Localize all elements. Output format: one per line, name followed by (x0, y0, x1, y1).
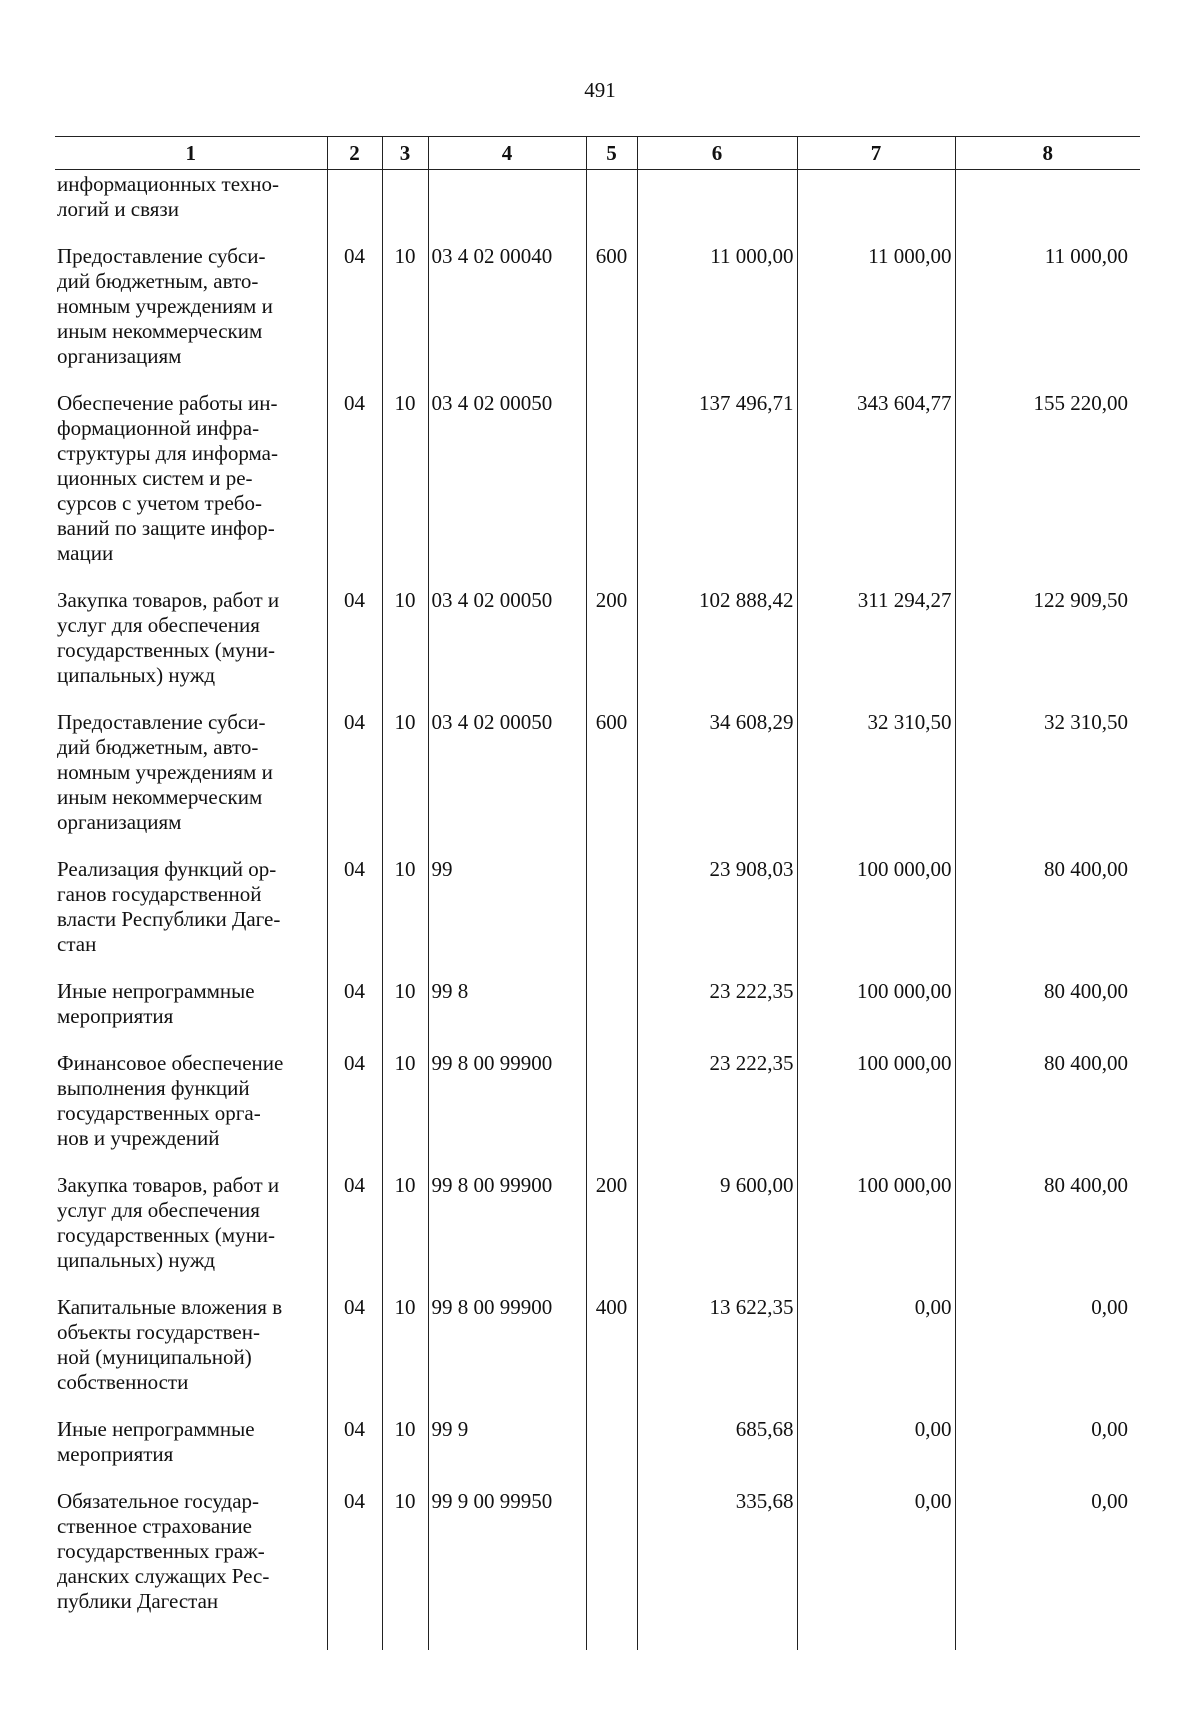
row-target-code: 03 4 02 00050 (428, 572, 586, 694)
spacer-cell (586, 1620, 637, 1650)
row-name-line: дий бюджетным, авто- (57, 735, 259, 759)
row-name-line: сурсов с учетом требо- (57, 491, 262, 515)
row-value-col8: 80 400,00 (955, 841, 1140, 963)
row-name-line: организациям (57, 344, 182, 368)
table-row (55, 963, 1140, 1035)
page-number: 491 (584, 78, 616, 102)
row-target-code: 99 (428, 841, 586, 963)
row-value-col6: 23 222,35 (637, 963, 797, 1035)
row-name-line: нов и учреждений (57, 1126, 220, 1150)
row-expense-type (586, 1473, 637, 1620)
table-bottom-spacer (55, 1620, 1140, 1650)
row-target-code: 99 9 00 99950 (428, 1473, 586, 1620)
row-expense-type (586, 1035, 637, 1157)
row-target-code: 03 4 02 00050 (428, 694, 586, 841)
row-name (55, 1279, 327, 1401)
row-name-line: Предоставление субси- (57, 710, 266, 734)
row-name-line: Закупка товаров, работ и (57, 588, 280, 612)
row-section: 04 (327, 375, 382, 572)
row-name-line: Закупка товаров, работ и (57, 1173, 280, 1197)
row-expense-type (586, 963, 637, 1035)
table-row (55, 694, 1140, 841)
row-name-line: государственных (муни- (57, 1223, 276, 1247)
row-value-col6: 685,68 (637, 1401, 797, 1473)
row-name-line: услуг для обеспечения (57, 1198, 260, 1222)
row-name-line: данских служащих Рес- (57, 1564, 270, 1588)
row-name-line: ципальных) нужд (57, 1248, 216, 1272)
row-name (55, 228, 327, 375)
row-name-line: номным учреждениям и (57, 760, 273, 784)
row-value-col8: 11 000,00 (955, 228, 1140, 375)
row-value-col7: 0,00 (797, 1279, 955, 1401)
row-name-line: Обеспечение работы ин- (57, 391, 278, 415)
row-expense-type (586, 375, 637, 572)
row-value-col6: 9 600,00 (637, 1157, 797, 1279)
row-name-line: информационных техно- (57, 172, 279, 196)
table-row (55, 1157, 1140, 1279)
row-name (55, 170, 327, 229)
row-name-line: услуг для обеспечения (57, 613, 260, 637)
row-expense-type (586, 841, 637, 963)
row-name (55, 572, 327, 694)
row-value-col6: 34 608,29 (637, 694, 797, 841)
row-value-col6: 137 496,71 (637, 375, 797, 572)
row-name-line: логий и связи (57, 197, 179, 221)
row-expense-type: 600 (586, 228, 637, 375)
row-value-col8 (955, 170, 1140, 229)
row-value-col7: 100 000,00 (797, 841, 955, 963)
col-header-col7: 7 (797, 137, 955, 170)
row-subsection: 10 (382, 1035, 428, 1157)
col-header-subsection: 3 (382, 137, 428, 170)
row-subsection: 10 (382, 572, 428, 694)
row-expense-type: 200 (586, 572, 637, 694)
row-subsection (382, 170, 428, 229)
row-value-col6: 11 000,00 (637, 228, 797, 375)
row-name-line: формационной инфра- (57, 416, 260, 440)
row-name (55, 694, 327, 841)
row-value-col8: 122 909,50 (955, 572, 1140, 694)
row-value-col8: 80 400,00 (955, 1035, 1140, 1157)
row-value-col6 (637, 170, 797, 229)
spacer-cell (55, 1620, 327, 1650)
spacer-cell (327, 1620, 382, 1650)
row-name-line: ственное страхование (57, 1514, 252, 1538)
row-name (55, 963, 327, 1035)
row-expense-type: 400 (586, 1279, 637, 1401)
table-row (55, 1473, 1140, 1620)
col-header-expense-type: 5 (586, 137, 637, 170)
row-name-line: государственных граж- (57, 1539, 265, 1563)
row-name-line: мероприятия (57, 1004, 174, 1028)
table-body (55, 170, 1140, 1651)
row-section: 04 (327, 694, 382, 841)
row-name-line: Капитальные вложения в (57, 1295, 283, 1319)
row-expense-type (586, 1401, 637, 1473)
row-section: 04 (327, 1401, 382, 1473)
spacer-cell (382, 1620, 428, 1650)
row-value-col8: 155 220,00 (955, 375, 1140, 572)
table-row (55, 228, 1140, 375)
row-target-code: 99 8 00 99900 (428, 1157, 586, 1279)
row-target-code: 03 4 02 00040 (428, 228, 586, 375)
row-value-col7: 343 604,77 (797, 375, 955, 572)
row-value-col6: 102 888,42 (637, 572, 797, 694)
row-name-line: ной (муниципальной) (57, 1345, 252, 1369)
row-value-col8: 0,00 (955, 1401, 1140, 1473)
row-section: 04 (327, 572, 382, 694)
col-header-section: 2 (327, 137, 382, 170)
spacer-cell (955, 1620, 1140, 1650)
row-name-line: иным некоммерческим (57, 785, 263, 809)
row-section: 04 (327, 1035, 382, 1157)
row-subsection: 10 (382, 1157, 428, 1279)
row-name (55, 1473, 327, 1620)
row-subsection: 10 (382, 1473, 428, 1620)
row-value-col6: 23 908,03 (637, 841, 797, 963)
row-subsection: 10 (382, 841, 428, 963)
row-subsection: 10 (382, 375, 428, 572)
table-row (55, 1401, 1140, 1473)
row-value-col8: 32 310,50 (955, 694, 1140, 841)
row-value-col8: 80 400,00 (955, 1157, 1140, 1279)
row-subsection: 10 (382, 228, 428, 375)
row-target-code: 99 8 (428, 963, 586, 1035)
table-row (55, 1035, 1140, 1157)
row-value-col6: 335,68 (637, 1473, 797, 1620)
row-name-line: Обязательное государ- (57, 1489, 260, 1513)
row-name-line: номным учреждениям и (57, 294, 273, 318)
row-section: 04 (327, 963, 382, 1035)
row-value-col6: 23 222,35 (637, 1035, 797, 1157)
row-section: 04 (327, 228, 382, 375)
table-row (55, 375, 1140, 572)
row-section: 04 (327, 1473, 382, 1620)
row-value-col7: 100 000,00 (797, 963, 955, 1035)
row-subsection: 10 (382, 694, 428, 841)
row-target-code: 99 8 00 99900 (428, 1279, 586, 1401)
budget-table (55, 136, 1140, 1650)
row-name-line: дий бюджетным, авто- (57, 269, 259, 293)
col-header-target: 4 (428, 137, 586, 170)
row-value-col7: 0,00 (797, 1401, 955, 1473)
row-target-code: 99 9 (428, 1401, 586, 1473)
col-header-name: 1 (55, 137, 327, 170)
table-header-row (55, 137, 1140, 170)
row-name (55, 1401, 327, 1473)
row-name-line: Иные непрограммные (57, 979, 255, 1003)
row-subsection: 10 (382, 1401, 428, 1473)
row-section: 04 (327, 841, 382, 963)
row-value-col7: 0,00 (797, 1473, 955, 1620)
row-name-line: ципальных) нужд (57, 663, 216, 687)
row-name (55, 1035, 327, 1157)
row-subsection: 10 (382, 963, 428, 1035)
row-section (327, 170, 382, 229)
row-target-code: 03 4 02 00050 (428, 375, 586, 572)
row-name-line: ваний по защите инфор- (57, 516, 275, 540)
row-section: 04 (327, 1279, 382, 1401)
col-header-col8: 8 (955, 137, 1140, 170)
row-value-col7 (797, 170, 955, 229)
row-name-line: мероприятия (57, 1442, 174, 1466)
row-name-line: ционных систем и ре- (57, 466, 253, 490)
row-subsection: 10 (382, 1279, 428, 1401)
row-name-line: власти Республики Даге- (57, 907, 281, 931)
row-name-line: организациям (57, 810, 182, 834)
table-row (55, 841, 1140, 963)
row-value-col7: 32 310,50 (797, 694, 955, 841)
row-name-line: Финансовое обеспечение (57, 1051, 284, 1075)
row-name-line: Реализация функций ор- (57, 857, 277, 881)
row-value-col8: 0,00 (955, 1473, 1140, 1620)
row-name-line: государственных (муни- (57, 638, 276, 662)
row-name-line: иным некоммерческим (57, 319, 263, 343)
row-name-line: структуры для информа- (57, 441, 278, 465)
row-name-line: публики Дагестан (57, 1589, 219, 1613)
row-value-col7: 100 000,00 (797, 1157, 955, 1279)
row-value-col7: 100 000,00 (797, 1035, 955, 1157)
table-row (55, 170, 1140, 229)
col-header-col6: 6 (637, 137, 797, 170)
row-target-code (428, 170, 586, 229)
row-expense-type: 200 (586, 1157, 637, 1279)
row-value-col8: 0,00 (955, 1279, 1140, 1401)
row-value-col6: 13 622,35 (637, 1279, 797, 1401)
row-expense-type (586, 170, 637, 229)
row-expense-type: 600 (586, 694, 637, 841)
row-target-code: 99 8 00 99900 (428, 1035, 586, 1157)
row-value-col7: 311 294,27 (797, 572, 955, 694)
spacer-cell (637, 1620, 797, 1650)
row-name-line: собственности (57, 1370, 189, 1394)
row-name-line: мации (57, 541, 114, 565)
row-name (55, 375, 327, 572)
row-name (55, 1157, 327, 1279)
table-row (55, 572, 1140, 694)
row-value-col7: 11 000,00 (797, 228, 955, 375)
spacer-cell (428, 1620, 586, 1650)
row-name-line: выполнения функций (57, 1076, 250, 1100)
row-name-line: государственных орга- (57, 1101, 261, 1125)
row-name-line: объекты государствен- (57, 1320, 260, 1344)
row-name (55, 841, 327, 963)
row-name-line: Иные непрограммные (57, 1417, 255, 1441)
table-row (55, 1279, 1140, 1401)
row-name-line: ганов государственной (57, 882, 262, 906)
row-name-line: Предоставление субси- (57, 244, 266, 268)
row-value-col8: 80 400,00 (955, 963, 1140, 1035)
spacer-cell (797, 1620, 955, 1650)
row-name-line: стан (57, 932, 97, 956)
row-section: 04 (327, 1157, 382, 1279)
